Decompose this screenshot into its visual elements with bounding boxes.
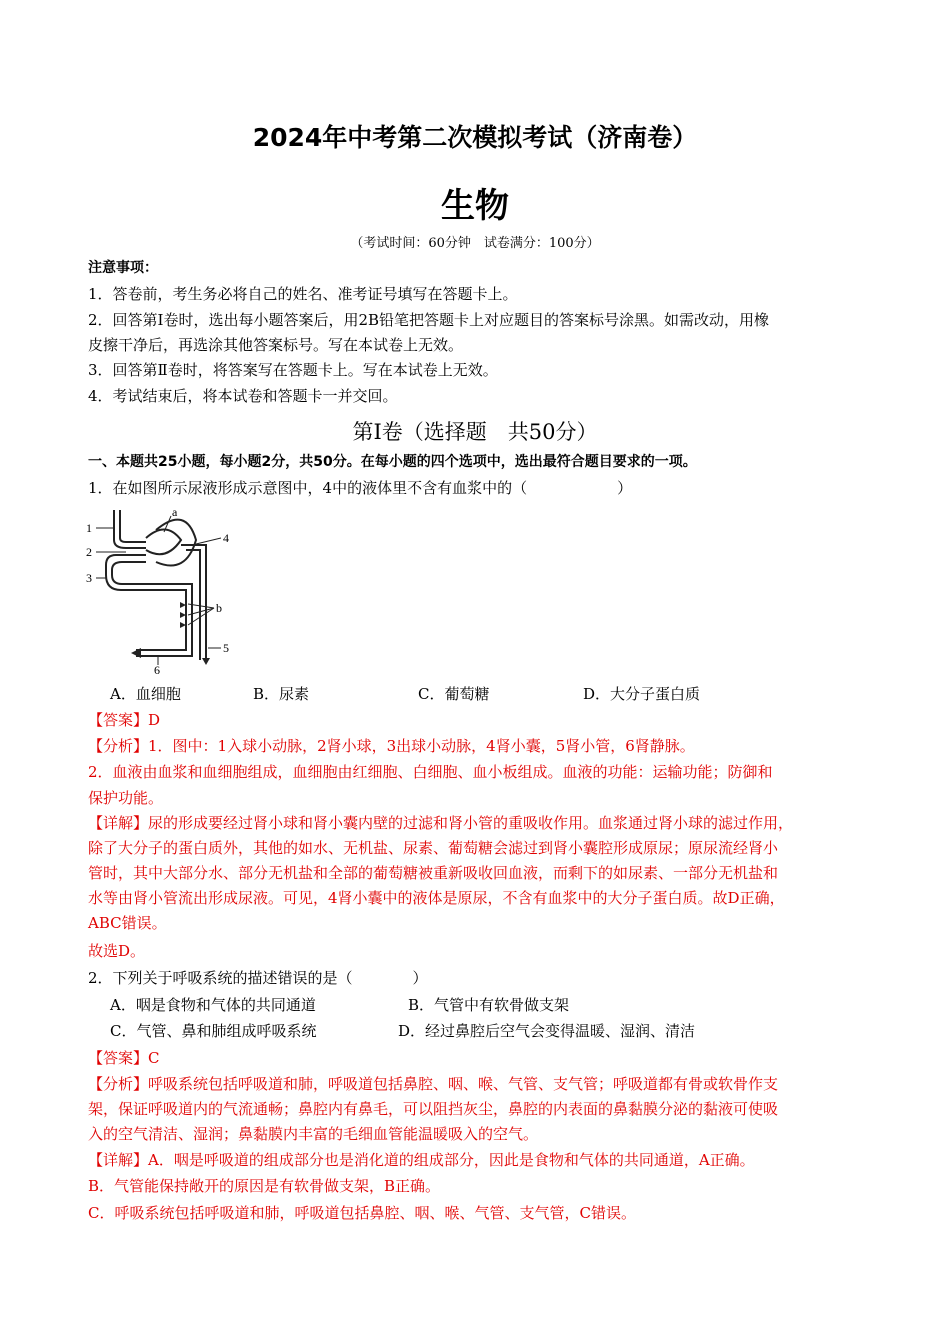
- q1-detail: ABC错误。: [88, 914, 167, 932]
- q1-analysis: 保护功能。: [88, 789, 164, 807]
- q1-option-b: B．尿素: [253, 685, 310, 703]
- q1-answer: 【答案】D: [88, 711, 161, 729]
- notice-item: 皮擦干净后，再选涂其他答案标号。写在本试卷上无效。: [88, 336, 464, 354]
- notice-item: 2．回答第Ⅰ卷时，选出每小题答案后，用2B铅笔把答题卡上对应题目的答案标号涂黑。如需改动，用橡: [88, 311, 770, 329]
- notice-item: 1．答卷前，考生务必将自己的姓名、准考证号填写在答题卡上。: [88, 285, 518, 303]
- q2-answer: 【答案】C: [88, 1049, 160, 1067]
- q2-analysis: 架，保证呼吸道内的气流通畅；鼻腔内有鼻毛，可以阻挡灰尘，鼻腔的内表面的鼻黏膜分泌的黏液可使吸: [88, 1100, 779, 1118]
- figure-label: 4: [223, 531, 229, 545]
- figure-label: 2: [86, 545, 92, 559]
- section-title: 第Ⅰ卷（选择题 共50分）: [352, 420, 598, 444]
- q1-analysis: 2．血液由血浆和血细胞组成，血细胞由红细胞、白细胞、血小板组成。血液的功能：运输功能；防御和: [88, 763, 773, 781]
- q1-option-c: C．葡萄糖: [418, 685, 490, 703]
- q2-detail: 【详解】A．咽是呼吸道的组成部分也是消化道的组成部分，因此是食物和气体的共同通道，A正确。: [88, 1151, 755, 1169]
- q1-stem: 1．在如图所示尿液形成示意图中，4中的液体里不含有血浆中的（ ）: [88, 479, 633, 497]
- subject-title: 生物: [441, 186, 509, 226]
- q2-option-c: C．气管、鼻和肺组成呼吸系统: [110, 1022, 317, 1040]
- q2-option-b: B．气管中有软骨做支架: [408, 996, 570, 1014]
- exam-title: 2024年中考第二次模拟考试（济南卷）: [252, 123, 698, 152]
- q2-stem: 2．下列关于呼吸系统的描述错误的是（ ）: [88, 969, 428, 987]
- q1-option-d: D．大分子蛋白质: [583, 685, 701, 703]
- figure-label: 1: [86, 521, 92, 535]
- figure-label: 6: [154, 663, 160, 675]
- q2-analysis: 入的空气清洁、湿润；鼻黏膜内丰富的毛细血管能温暖吸入的空气。: [88, 1125, 539, 1143]
- q2-detail: C．呼吸系统包括呼吸道和肺，呼吸道包括鼻腔、咽、喉、气管、支气管，C错误。: [88, 1204, 636, 1222]
- q2-analysis: 【分析】呼吸系统包括呼吸道和肺，呼吸道包括鼻腔、咽、喉、气管、支气管；呼吸道都有骨或软骨作支: [88, 1075, 779, 1093]
- q1-option-a: A．血细胞: [110, 685, 181, 703]
- notice-item: 4．考试结束后，将本试卷和答题卡一并交回。: [88, 387, 398, 405]
- q2-option-a: A．咽是食物和气体的共同通道: [110, 996, 316, 1014]
- kidney-nephron-diagram: [86, 500, 236, 675]
- q1-detail: 水等由肾小管流出形成尿液。可见，4肾小囊中的液体是原尿，不含有血浆中的大分子蛋白质。故D正确，: [88, 889, 785, 907]
- q1-detail: 故选D。: [88, 942, 146, 960]
- q1-detail: 管时，其中大部分水、部分无机盐和全部的葡萄糖被重新吸收回血液，而剩下的如尿素、一部分无机盐和: [88, 864, 779, 882]
- figure-label: b: [216, 601, 222, 615]
- exam-meta: （考试时间：60分钟 试卷满分：100分）: [350, 236, 600, 251]
- figure-label: 3: [86, 571, 92, 585]
- q1-detail: 【详解】尿的形成要经过肾小球和肾小囊内壁的过滤和肾小管的重吸收作用。血浆通过肾小球的滤过作用，: [88, 814, 794, 832]
- figure-label: 5: [223, 641, 229, 655]
- q1-detail: 除了大分子的蛋白质外，其他的如水、无机盐、尿素、葡萄糖会滤过到肾小囊腔形成原尿；原尿流经肾小: [88, 839, 779, 857]
- q2-detail: B．气管能保持敞开的原因是有软骨做支架，B正确。: [88, 1177, 441, 1195]
- notice-item: 3．回答第Ⅱ卷时，将答案写在答题卡上。写在本试卷上无效。: [88, 361, 498, 379]
- figure-label: a: [172, 505, 178, 519]
- section-instruction: 一、本题共25小题，每小题2分，共50分。在每小题的四个选项中，选出最符合题目要求的一项。: [88, 454, 697, 470]
- q1-analysis: 【分析】1．图中：1入球小动脉，2肾小球，3出球小动脉，4肾小囊，5肾小管，6肾静脉。: [88, 737, 695, 755]
- q2-option-d: D．经过鼻腔后空气会变得温暖、湿润、清洁: [398, 1022, 696, 1040]
- notice-heading: 注意事项：: [88, 260, 158, 276]
